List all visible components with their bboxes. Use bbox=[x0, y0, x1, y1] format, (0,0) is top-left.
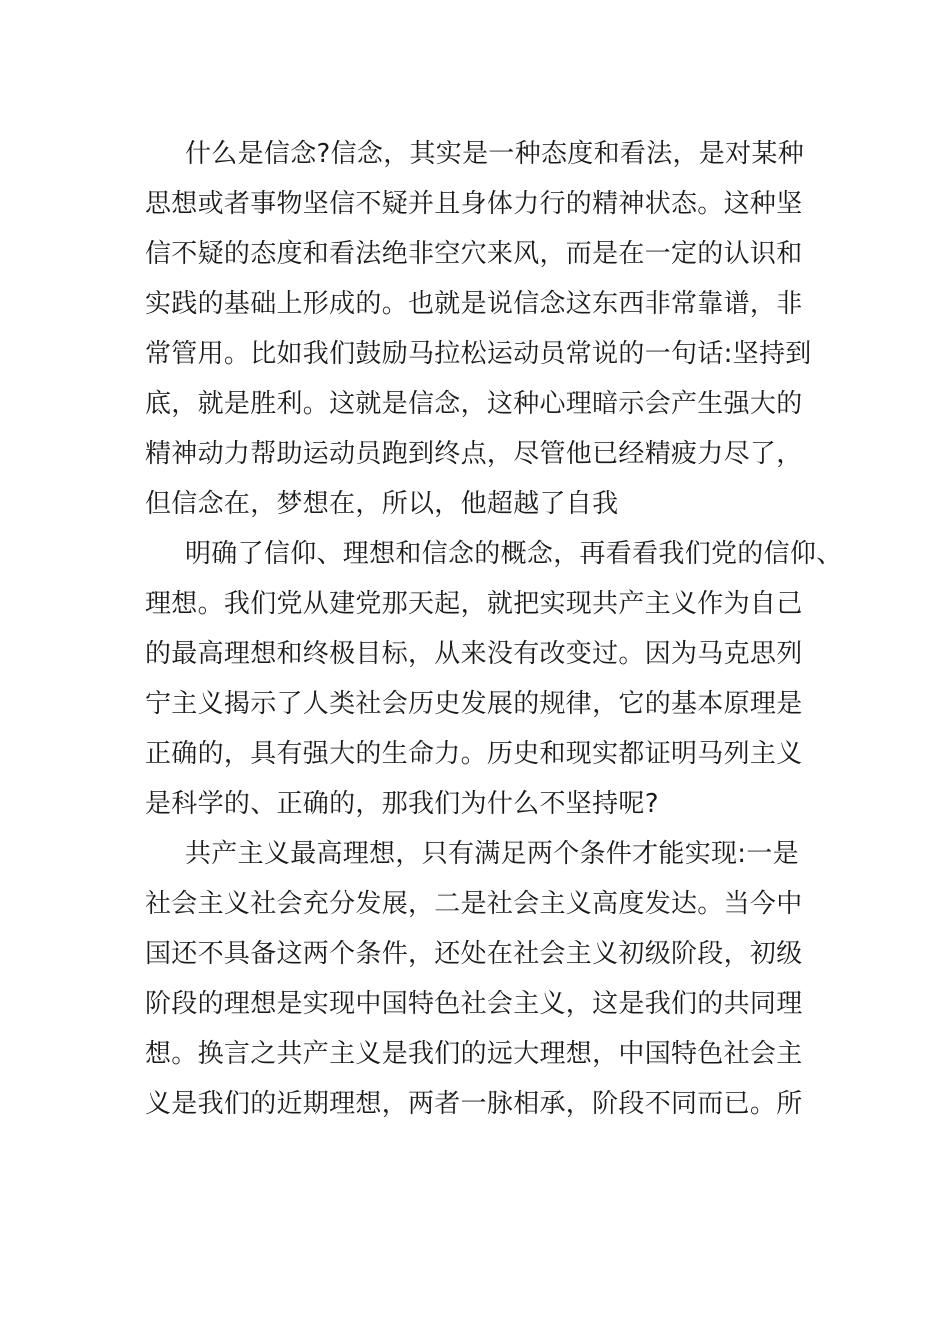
text-line: 想。换言之共产主义是我们的远大理想，中国特色社会主 bbox=[145, 1039, 803, 1069]
text-line: 信不疑的态度和看法绝非空穴来风，而是在一定的认识和 bbox=[145, 239, 803, 269]
text-line: 但信念在，梦想在，所以，他超越了自我 bbox=[145, 489, 619, 519]
text-line: 宁主义揭示了人类社会历史发展的规律，它的基本原理是 bbox=[145, 689, 803, 719]
text-line: 的最高理想和终极目标，从来没有改变过。因为马克思列 bbox=[145, 639, 803, 669]
text-line: 常管用。比如我们鼓励马拉松运动员常说的一句话:坚持到 bbox=[145, 339, 812, 369]
text-line: 国还不具备这两个条件，还处在社会主义初级阶段，初级 bbox=[145, 939, 803, 969]
text-line: 精神动力帮助运动员跑到终点，尽管他已经精疲力尽了， bbox=[145, 439, 803, 469]
text-line: 什么是信念?信念，其实是一种态度和看法，是对某种 bbox=[185, 139, 805, 169]
text-line: 理想。我们党从建党那天起，就把实现共产主义作为自己 bbox=[145, 589, 803, 619]
text-line: 正确的，具有强大的生命力。历史和现实都证明马列主义 bbox=[145, 739, 803, 769]
text-line: 义是我们的近期理想，两者一脉相承，阶段不同而已。所 bbox=[145, 1089, 803, 1119]
paragraph-belief-definition bbox=[145, 129, 825, 529]
text-line: 阶段的理想是实现中国特色社会主义，这是我们的共同理 bbox=[145, 989, 803, 1019]
text-line: 明确了信仰、理想和信念的概念，再看看我们党的信仰、 bbox=[185, 539, 843, 569]
text-line: 是科学的、正确的，那我们为什么不坚持呢? bbox=[145, 789, 659, 819]
text-line: 底，就是胜利。这就是信念，这种心理暗示会产生强大的 bbox=[145, 389, 803, 419]
text-line: 共产主义最高理想，只有满足两个条件才能实现:一是 bbox=[185, 839, 799, 869]
paragraph-party-ideal bbox=[145, 529, 843, 829]
text-line: 思想或者事物坚信不疑并且身体力行的精神状态。这种坚 bbox=[145, 189, 803, 219]
text-line: 实践的基础上形成的。也就是说信念这东西非常靠谱，非 bbox=[145, 289, 803, 319]
paragraph-communist-ideal bbox=[145, 829, 825, 1129]
text-line: 社会主义社会充分发展，二是社会主义高度发达。当今中 bbox=[145, 889, 803, 919]
